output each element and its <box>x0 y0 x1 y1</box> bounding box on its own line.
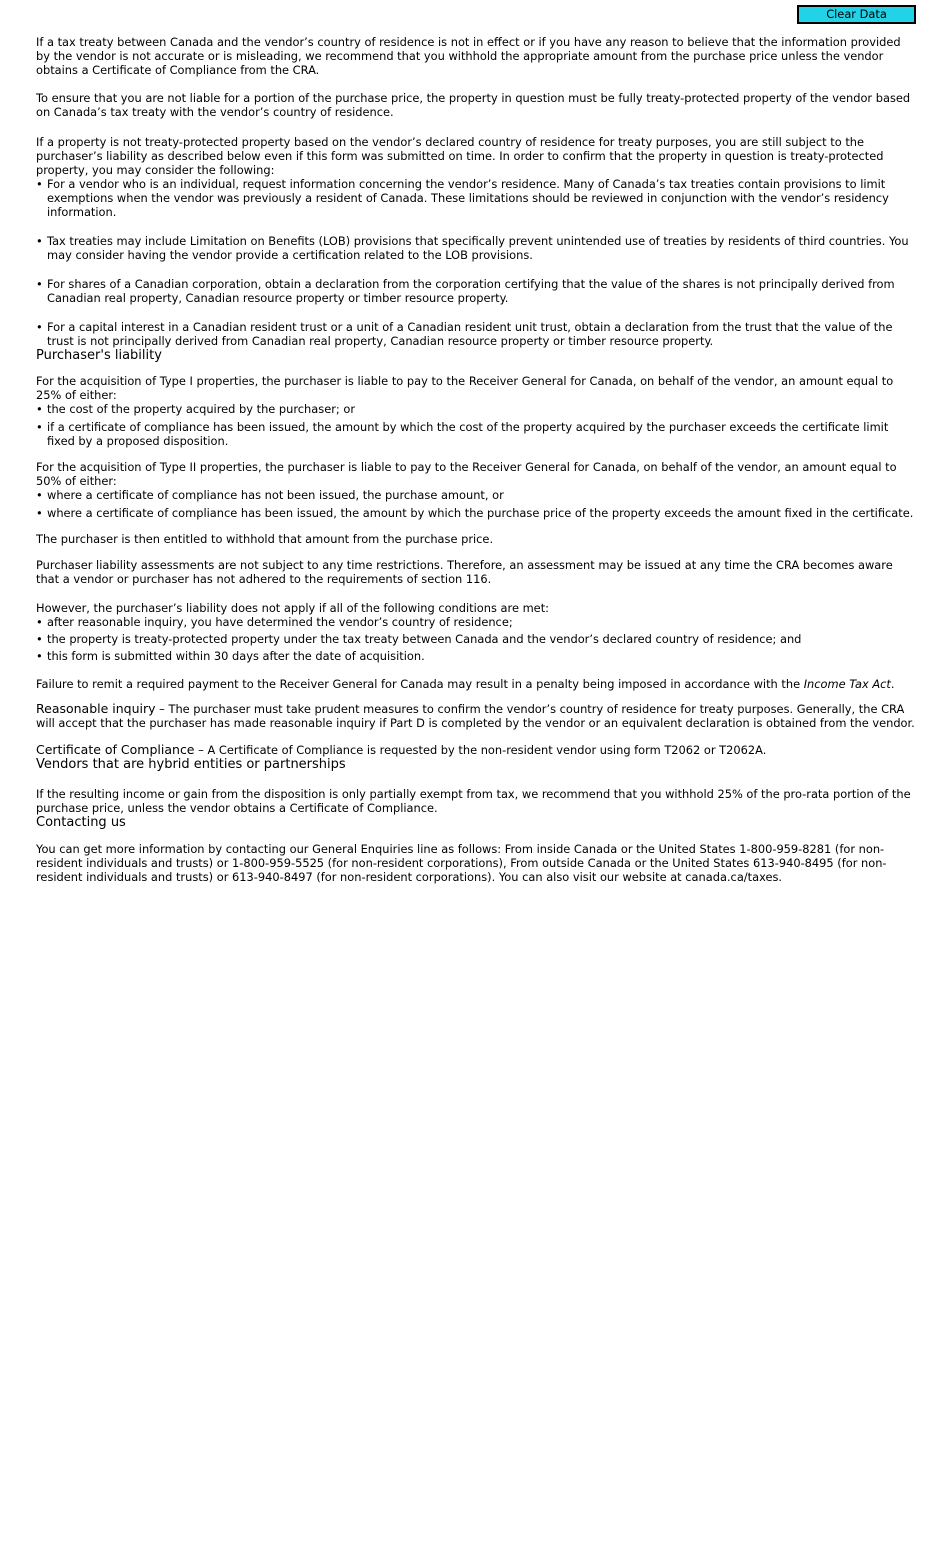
certificate-label: Certificate of Compliance <box>36 742 195 757</box>
bullet-icon: • <box>36 177 43 191</box>
type2-intro: For the acquisition of Type II properties, the purchaser is liable to pay to the Receiver General for Canada, on behalf of the vendor, an amount equal to 50% of either: <box>36 460 897 488</box>
bullet-icon: • <box>36 506 43 520</box>
assessments-paragraph: Purchaser liability assessments are not subject to any time restrictions. Therefore, an assessment may be issued at any time the CRA becomes aware that a vendor or purchaser has not adhered to the requirements of section 116. <box>36 558 893 586</box>
intro-paragraph-1: If a tax treaty between Canada and the vendor’s country of residence is not in effect or if you have any reason to believe that the information provided by the vendor is not accurate or is misleading, we recommend that you withhold the appropriate amount from the purchase price unless the vendor obtains a Certificate of Compliance from the CRA. <box>36 35 901 77</box>
bullet-icon: • <box>36 320 43 334</box>
list-item: • For a capital interest in a Canadian resident trust or a unit of a Canadian resident unit trust, obtain a declaration from the trust that the value of the trust is not principally derived from Canadian real property, Canadian resource property or timber resource property. <box>36 320 893 348</box>
list-item: • the cost of the property acquired by the purchaser; or <box>36 402 355 416</box>
withhold-paragraph: The purchaser is then entitled to withhold that amount from the purchase price. <box>36 532 494 546</box>
bullet-icon: • <box>36 234 43 248</box>
hybrid-heading: Vendors that are hybrid entities or partnerships <box>36 757 346 772</box>
conditions-intro: However, the purchaser’s liability does not apply if all of the following conditions are met: <box>36 601 549 615</box>
list-item: • Tax treaties may include Limitation on Benefits (LOB) provisions that specifically prevent unintended use of treaties by residents of third countries. You may consider having the vendor provide a certification related to the LOB provisions. <box>36 234 909 262</box>
list-item: • where a certificate of compliance has not been issued, the purchase amount, or <box>36 488 504 502</box>
contacting-us-paragraph: You can get more information by contacting our General Enquiries line as follows: From inside Canada or the United States 1-800-959-8281 (for non-resident individuals and trusts) or 1-800-959-5525 (for non-resident corporations), From outside Canada or the United States 613-940-8495 (for non-resident individuals and trusts) or 613-940-8497 (for non-resident corporations). You can also visit our website at canada.ca/taxes. <box>36 842 887 884</box>
conditions-list <box>36 615 918 663</box>
bullet-icon: • <box>36 488 43 502</box>
purchaser-liability-heading: Purchaser's liability <box>36 348 162 363</box>
list-item: • For a vendor who is an individual, request information concerning the vendor’s residence. Many of Canada’s tax treaties contain provisions to limit exemptions when the vendor was previously a resident of Canada. These limitations should be reviewed in conjunction with the vendor’s residency information. <box>36 177 889 219</box>
reasonable-inquiry-paragraph: Reasonable inquiry – The purchaser must take prudent measures to confirm the vendor’s country of residence for treaty purposes. Generally, the CRA will accept that the purchaser has made reasonable inquiry if Part D is completed by the vendor or an equivalent declaration is obtained from the vendor. <box>36 701 915 730</box>
intro-paragraph-2: To ensure that you are not liable for a portion of the purchase price, the property in question must be fully treaty-protected property of the vendor based on Canada’s tax treaty with the vendor’s country of residence. <box>36 91 911 119</box>
bullet-icon: • <box>36 615 43 629</box>
certificate-paragraph: Certificate of Compliance – A Certificate of Compliance is requested by the non-resident vendor using form T2062 or T2062A. <box>36 742 767 757</box>
bullet-icon: • <box>36 632 43 646</box>
income-tax-act-title: Income Tax Act <box>803 677 891 691</box>
bullet-icon: • <box>36 402 43 416</box>
clear-data-button[interactable]: Clear Data <box>797 5 916 24</box>
contacting-us-heading: Contacting us <box>36 815 126 830</box>
penalty-paragraph: Failure to remit a required payment to the Receiver General for Canada may result in a penalty being imposed in accordance with the Income Tax Act. <box>36 677 895 691</box>
type2-list <box>36 488 918 520</box>
reasonable-inquiry-label: Reasonable inquiry <box>36 701 156 716</box>
website-link[interactable]: canada.ca/taxes <box>685 870 779 884</box>
list-item: • For shares of a Canadian corporation, obtain a declaration from the corporation certifying that the value of the shares is not principally derived from Canadian real property, Canadian resource property or timber resource property. <box>36 277 895 305</box>
list-item: • where a certificate of compliance has been issued, the amount by which the purchase price of the property exceeds the amount fixed in the certificate. <box>36 506 914 520</box>
list-item: • the property is treaty-protected property under the tax treaty between Canada and the vendor’s declared country of residence; and <box>36 632 802 646</box>
type1-intro: For the acquisition of Type I properties, the purchaser is liable to pay to the Receiver General for Canada, on behalf of the vendor, an amount equal to 25% of either: <box>36 374 894 402</box>
type1-list <box>36 402 918 448</box>
bullet-icon: • <box>36 420 43 434</box>
bullet-icon: • <box>36 649 43 663</box>
hybrid-paragraph: If the resulting income or gain from the disposition is only partially exempt from tax, we recommend that you withhold 25% of the pro-rata portion of the purchase price, unless the vendor obtains a Certificate of Compliance. <box>36 787 911 815</box>
list-item: • this form is submitted within 30 days after the date of acquisition. <box>36 649 425 663</box>
intro-paragraph-3: If a property is not treaty-protected property based on the vendor’s declared country of residence for treaty purposes, you are still subject to the purchaser’s liability as described below even if this form was submitted on time. In order to confirm that the property in question is treaty-protected property, you may consider the following: <box>36 135 884 177</box>
list-item: • after reasonable inquiry, you have determined the vendor’s country of residence; <box>36 615 513 629</box>
bullet-icon: • <box>36 277 43 291</box>
list-item: • if a certificate of compliance has been issued, the amount by which the cost of the property acquired by the purchaser exceeds the certificate limit fixed by a proposed disposition. <box>36 420 889 448</box>
consider-list <box>36 177 918 348</box>
document-body <box>36 35 918 884</box>
